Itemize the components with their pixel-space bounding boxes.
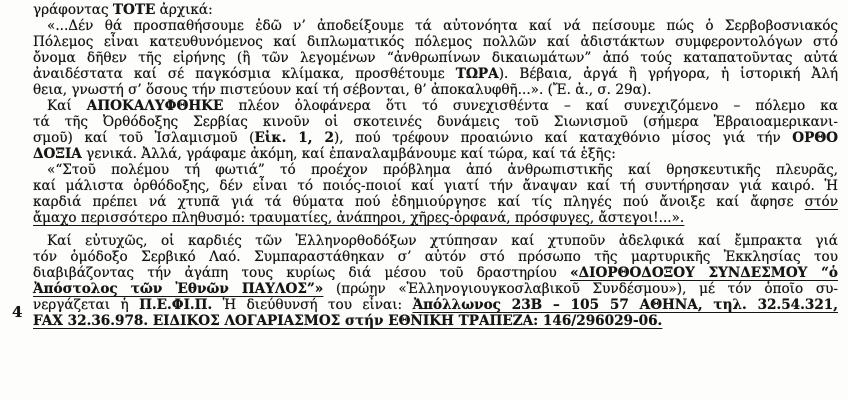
text-segment: καί μάλιστα ὀρθόδοξης, δέν εἶναι τό ποιός-ποιοί καί γιατί τήν ἄναψαν καί τή συντήρησαν γιά καιρό. Ἡ (33, 178, 838, 194)
text-segment: σμοῦ) καί τοῦ Ἰσλαμισμοῦ ( (33, 130, 255, 146)
text-segment: ΤΟΤΕ (112, 2, 156, 18)
text-line (33, 114, 838, 130)
text-segment: Καί (47, 98, 87, 114)
text-line (33, 66, 838, 82)
text-line (33, 146, 838, 162)
text-segment: Εἰκ. 1, 2 (254, 130, 334, 146)
text-segment: ἀρχικά: (155, 2, 213, 18)
text-line (33, 210, 838, 226)
text-segment: Ἀπόστολος τῶν Ἐθνῶν ΠΑΥΛΟΣ”» (33, 281, 324, 297)
text-line (33, 233, 838, 249)
text-segment: FAX 32.36.978. ΕΙΔΙΚΟΣ ΛΟΓΑΡΙΑΣΜΟΣ στήν ΕΘΝΙΚΗ ΤΡΑΠΕΖΑ: 146/296029-06. (33, 313, 663, 329)
text-line (33, 18, 838, 34)
text-segment: Καί εὐτυχῶς, οἱ καρδιές τῶν Ἑλληνορθοδόξων χτύπησαν καί χτυποῦν ἀδελφικά καί ἔμπρακτα γιά (47, 233, 838, 249)
text-segment: ), πού τρέφουν προαιώνιο καί καταχθόνιο μίσος γιά τήν (333, 130, 793, 146)
text-line (33, 130, 838, 146)
text-line (33, 297, 838, 313)
text-line (33, 162, 838, 178)
text-segment: τά τῆς Ὀρθόδοξης Σερβίας κινοῦν οἱ σκοτεινές δυνάμεις τοῦ Σιωνισμοῦ (σήμερα Ἑβραιοαμερικανι- (33, 114, 838, 130)
text-segment: ΟΡΘΟ (792, 130, 838, 146)
text-segment: ἄμαχο περισσότερο πληθυσμό: τραυματίες, ἀνάπηροι, χῆρες-ὀρφανά, πρόσφυγες, ἄστεγοι!...». (33, 210, 685, 226)
text-line (33, 194, 838, 210)
text-segment: (πρώην «Ἑλληνογιουγκοσλαβικοῦ Συνδέσμου»), μέ τόν ὁποῖο συ- (323, 281, 838, 297)
text-segment: Π.Ε.ΦΙ.Π. (139, 297, 213, 313)
page-number: 4 (12, 303, 23, 321)
text-segment: πλέον ὁλοφάνερα ὅτι τό συνεχισθέντα – καί συνεχιζόμενο – πόλεμο κα (223, 98, 838, 114)
text-segment: Ἀπόλλωνος 23Β – 105 57 ΑΘΗΝΑ, τηλ. 32.54.321, (412, 297, 838, 313)
text-line (33, 2, 838, 18)
text-segment: «...Δέν θά προσπαθήσουμε ἐδῶ ν’ ἀποδείξουμε τά αὐτονόητα καί νά πείσουμε πώς ὁ Σερβοβοσνιακός (47, 18, 838, 34)
text-line (33, 82, 838, 98)
text-segment: Πόλεμος εἶναι κατευθυνόμενος καί διπλωματικός πόλεμος πολλῶν καί ἀδιστάκτων συμφεροντολόγων στό (33, 34, 838, 50)
text-segment: ΤΩΡΑ (455, 66, 499, 82)
text-line (33, 178, 838, 194)
text-segment: «“Στοῦ πολέμου τή φωτιά” τό προέχον πρόβλημα ἀπό ἀνθρωπιστικῆς καί θρησκευτικῆς πλευρᾶς, (47, 162, 838, 178)
text-line (33, 249, 838, 265)
text-segment: γράφοντας (33, 2, 113, 18)
text-segment: διαβιβάζοντας τήν ἀγάπη τους κυρίως διά μέσου τοῦ δραστηρίου (33, 265, 571, 281)
document-text (33, 2, 838, 329)
text-segment: στόν (804, 194, 838, 210)
text-line (33, 34, 838, 50)
text-segment: νεργάζεται ἡ (33, 297, 140, 313)
text-segment: ΔΟΞΙΑ (33, 146, 82, 162)
text-segment: ). Βέβαια, ἀργά ἢ γρήγορα, ἡ ἱστορική Ἀλή (498, 66, 838, 82)
text-segment: θεια, γνωστή σ’ ὅσους τήν πιστεύουν καί τή σέβονται, θ’ ἀποκαλυφθῆ...». (Ἔ. ἀ., σ. 29α). (33, 82, 652, 98)
text-segment: καρδιά πρέπει νά χτυπᾶ γιά τά θύματα πού ἐδημιούργησε καί τίς πληγές πού ἄνοιξε καί ἄφησε (33, 194, 805, 210)
text-segment: Ἡ διεύθυνσή του εἶναι: (212, 297, 413, 313)
text-segment: ΑΠΟΚΑΛΥΦΘΗΚΕ (86, 98, 224, 114)
text-segment: γενικά. Ἀλλά, γράφαμε ἀκόμη, καί ἐπαναλαμβάνουμε καί τώρα, καί τά ἑξῆς: (81, 146, 616, 162)
text-segment: «ΔΙΟΡΘΟΔΟΞΟΥ ΣΥΝΔΕΣΜΟΥ “ὁ (570, 265, 838, 281)
text-line (33, 265, 838, 281)
text-segment: ὄνομα δῆθεν τῆς εἰρήνης (ἢ τῶν λεγομένων “ἀνθρωπίνων δικαιωμάτων” ἀπό τούς καταπατοῦντας αὐτά (33, 50, 838, 66)
text-segment: τόν ὁμόδοξο Σερβικό Λαό. Συμπαραστάθηκαν σ’ αὐτόν στό πρόσωπο τῆς μαρτυρικῆς Ἐκκλησίας του (33, 249, 838, 265)
text-line (33, 98, 838, 114)
text-line (33, 313, 838, 329)
text-line (33, 50, 838, 66)
text-segment: ἀναιδέστατα καί σέ παγκόσμια κλίμακα, προσθέτουμε (33, 66, 456, 82)
text-line (33, 281, 838, 297)
